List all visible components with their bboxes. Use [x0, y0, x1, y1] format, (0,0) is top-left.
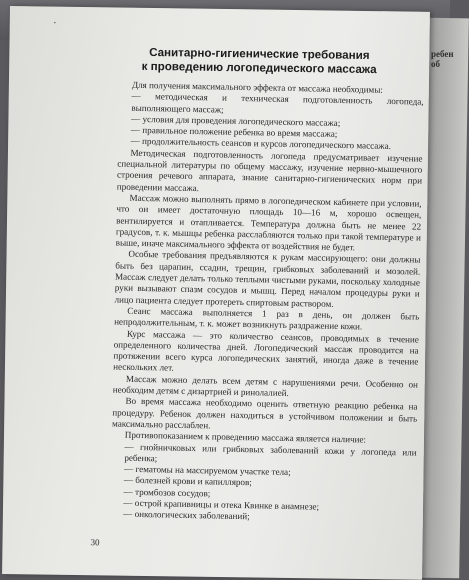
- title-line-2: к проведению логопедического массажа: [141, 59, 377, 77]
- list-item: — гематомы на массируемом участке тела;: [124, 463, 291, 478]
- page-number: 30: [90, 537, 100, 548]
- list-item: — методическая и техническая подготовленность логопеда, выполняющего массаж;: [131, 91, 424, 115]
- list-item: — гнойничковых или грибковых заболеваний кожи у логопеда или ребенка;: [124, 441, 417, 464]
- adjacent-page-fragment: ребен об: [431, 49, 454, 69]
- paragraph: Особые требования предъявляются к рукам массирующего: они должны быть без царапин, ссадин, трещин, грибковых заболеваний и мозолей. Массаж следует делать только теплыми чистыми руками, поскольку холодные руки вызывают спазм сосудов и мышц. Перед началом процедуры руки и лицо пациента следует протереть спиртовым раствором.: [114, 249, 421, 309]
- page-title: [109, 45, 409, 77]
- list-item: — правильное положение ребенка во время массажа;: [130, 124, 338, 140]
- paragraph: Массаж можно выполнять прямо в логопедическом кабинете при условии, что он имеет достаточную площадь 10—16 м, хорошо освещен, вентилируется и отапливается. Температура должна быть не менее 22 градусов, т. к. мышцы ребенка расслабляются только при такой температуре и выше, иначе максимального эффекта от воздействия не будет.: [115, 192, 422, 253]
- list-item: — онкологических заболеваний;: [123, 508, 250, 522]
- paragraph: Массаж можно делать всем детям с нарушениями речи. Особенно он необходим детям с дизартрией и ринолалией.: [112, 373, 419, 399]
- paragraph: Противопоказанием к проведению массажа является наличие:: [124, 429, 367, 445]
- corner-mark: •: [53, 20, 56, 27]
- list-item: — тромбозов сосудов;: [123, 486, 211, 499]
- paragraph: Методическая подготовленность логопеда предусматривает изучение специальной литературы по общему массажу, изучение нервно-мышечного строения речевого аппарата, знание санитарно-гигиенических норм при проведении массажа.: [116, 147, 423, 193]
- paragraph: Сеанс массажа выполняется 1 раз в день, он должен быть непродолжительным, т. к. может возникнуть раздражение кожи.: [114, 305, 420, 332]
- title-line-1: Санитарно-гигиенические требования: [149, 45, 370, 63]
- list-item: — продолжительность сеансов и курсов логопедического массажа.: [130, 136, 392, 152]
- list-item: — условия для проведения логопедического массажа;: [131, 113, 341, 128]
- paragraph: Курс массажа — это количество сеансов, проводимых в течение определенного количества дней. Логопедический массаж проводится на протяжении всего курса логопедических занятий, иногда даже в течение нескольких лет.: [113, 328, 419, 374]
- paragraph: Для получения максимального эффекта от массажа необходимы:: [131, 79, 383, 95]
- list-item: — острой крапивницы и отека Квинке в анамнезе;: [123, 497, 320, 512]
- book-page: [2, 6, 430, 580]
- list-item: — болезней крови и капилляров;: [123, 475, 252, 488]
- paragraph: Во время массажа необходимо оценить ответную реакцию ребенка на процедуру. Ребенок должен находиться в устойчивом положении и быть максимально расслаблен.: [111, 396, 418, 431]
- body-text: [110, 80, 424, 527]
